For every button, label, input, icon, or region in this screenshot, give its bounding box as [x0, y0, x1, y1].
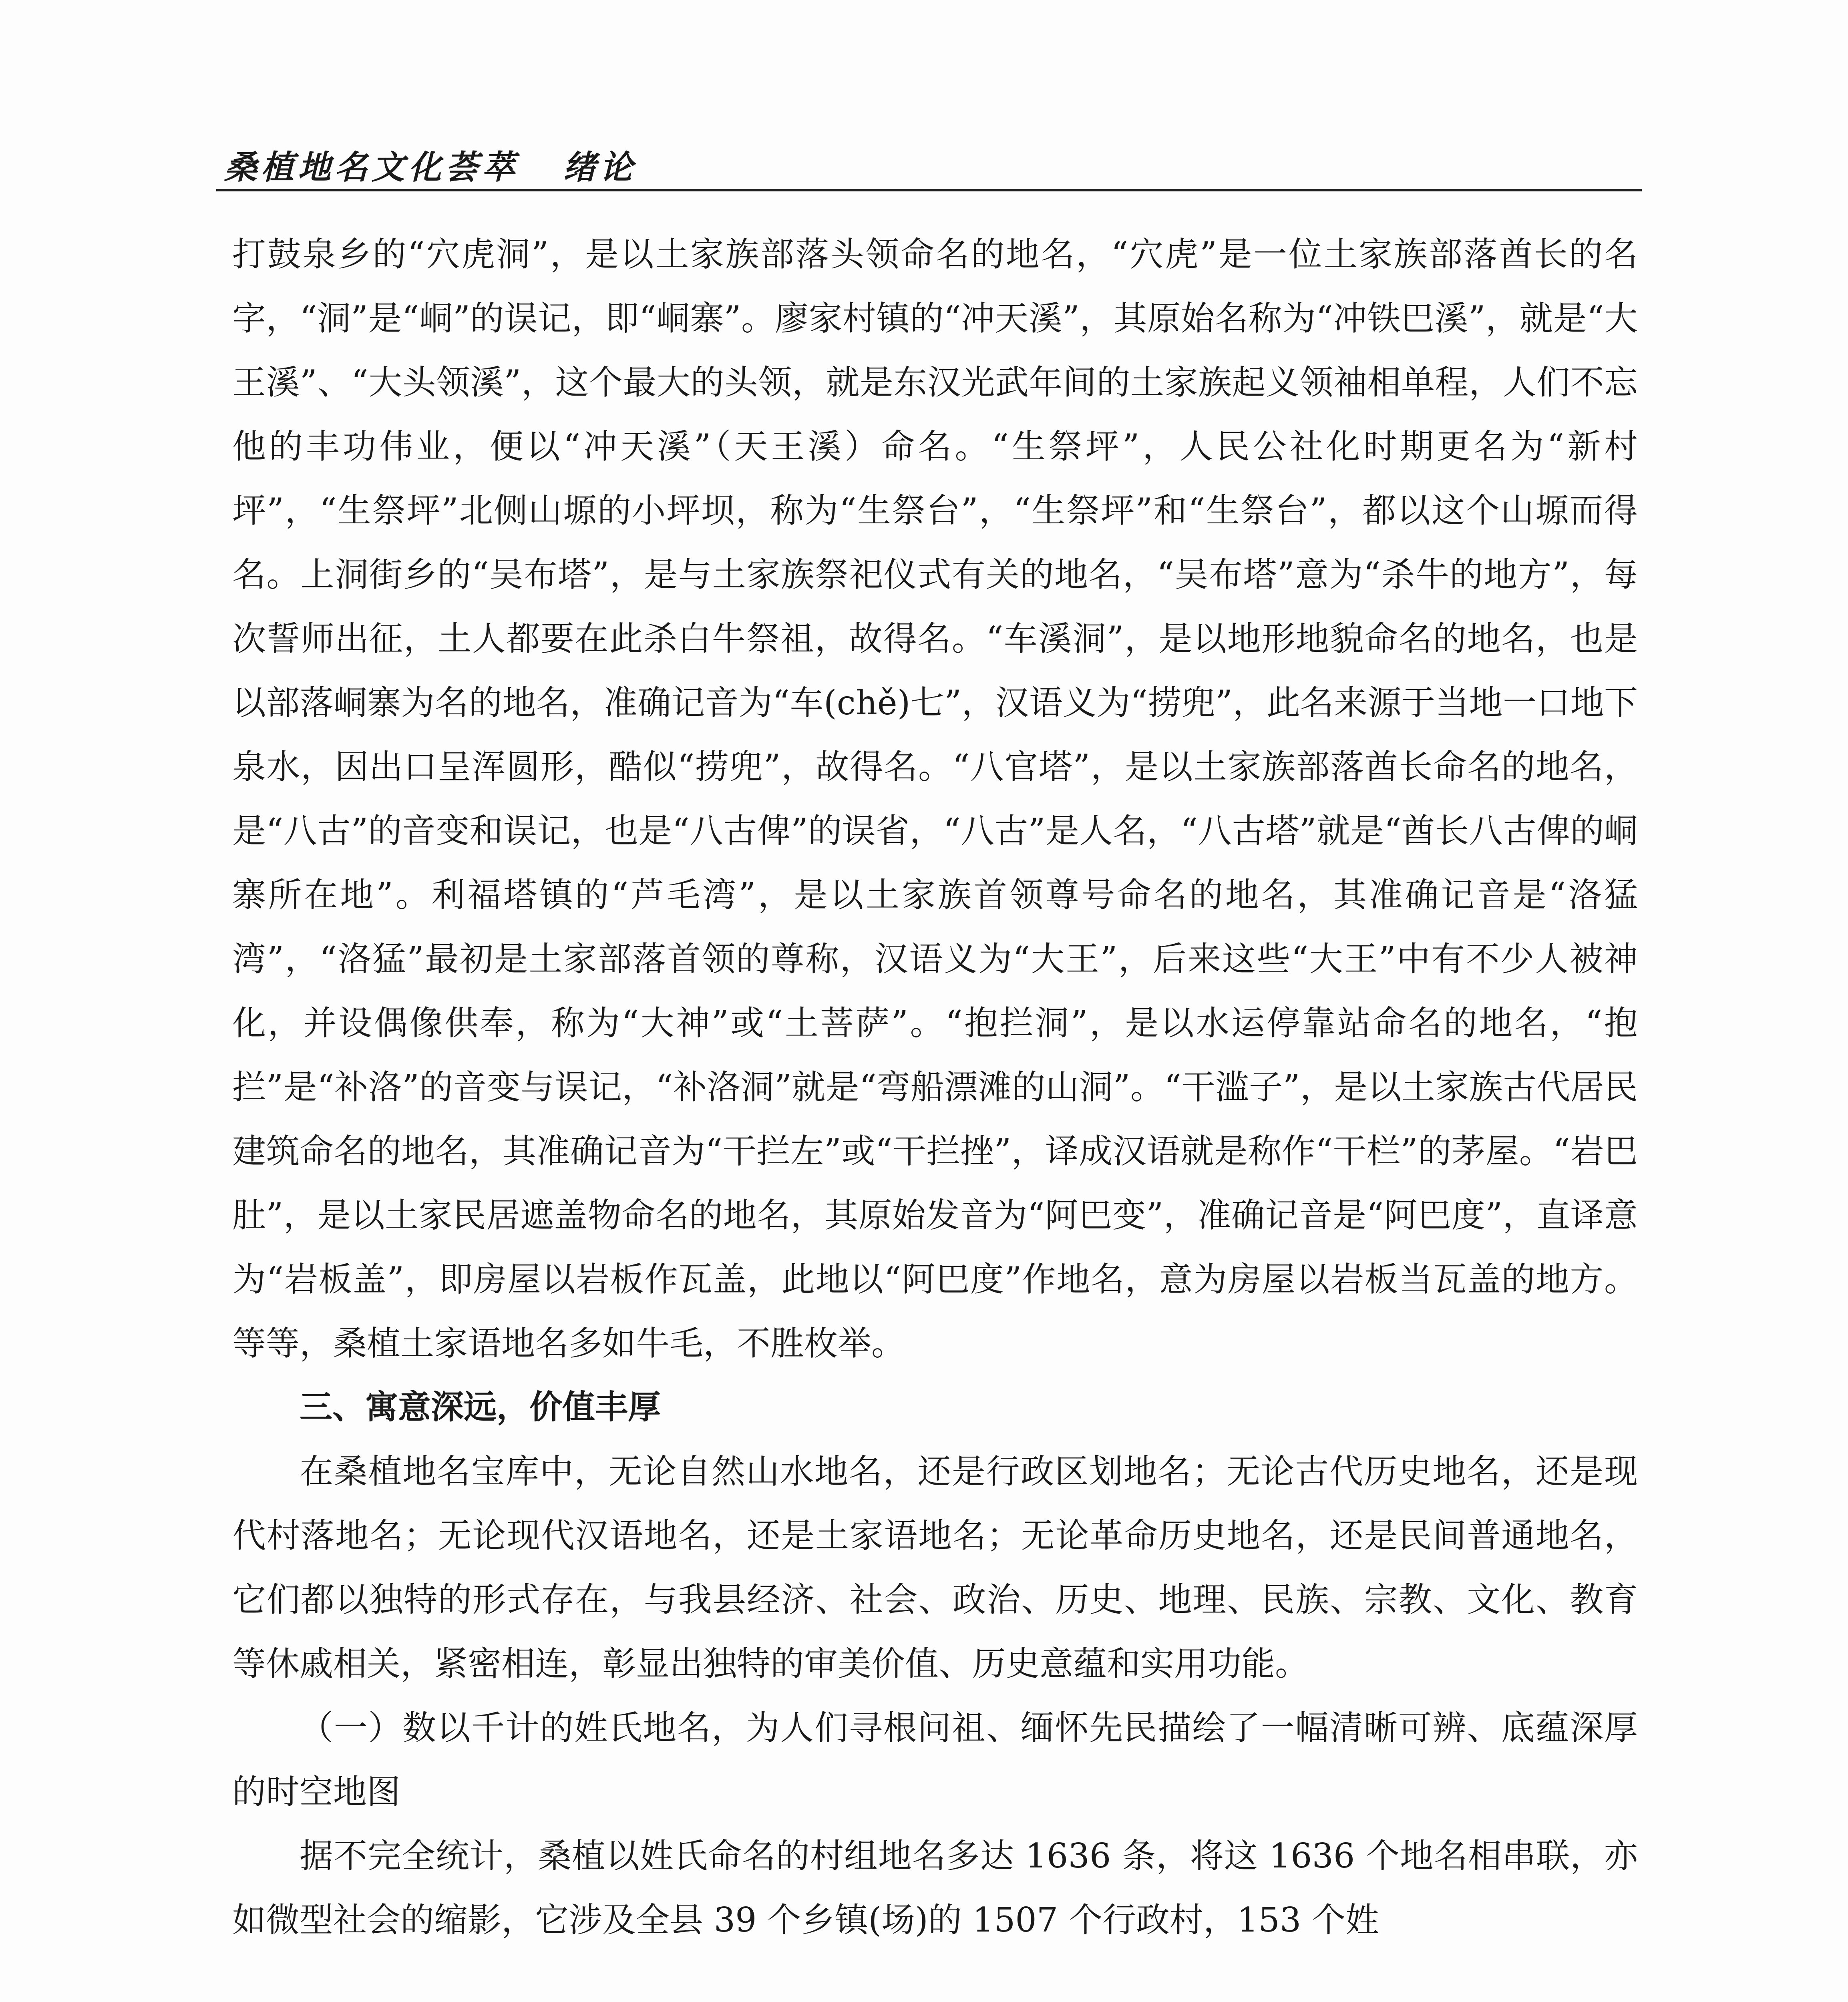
book-title: 桑植地名文化荟萃 — [224, 148, 519, 187]
body-text — [232, 222, 1638, 1952]
header-divider — [216, 189, 1642, 191]
section-title: 绪论 — [563, 148, 637, 187]
paragraph: 据不完全统计，桑植以姓氏命名的村组地名多达 1636 条，将这 1636 个地名相串联，亦如微型社会的缩影，它涉及全县 39 个乡镇(场)的 1507 个行政村，153 个姓 — [232, 1836, 1638, 1940]
section-heading: 三、寓意深远，价值丰厚 — [300, 1388, 661, 1426]
running-header — [224, 136, 637, 188]
paragraph: 在桑植地名宝库中，无论自然山水地名，还是行政区划地名；无论古代历史地名，还是现代村落地名；无论现代汉语地名，还是土家语地名；无论革命历史地名，还是民间普通地名，它们都以独特的形式存在，与我县经济、社会、政治、历史、地理、民族、宗教、文化、教育等休戚相关，紧密相连，彰显出独特的审美价值、历史意蕴和实用功能。 — [232, 1452, 1638, 1683]
subsection-heading: （一）数以千计的姓氏地名，为人们寻根问祖、缅怀先民描绘了一幅清晰可辨、底蕴深厚的时空地图 — [232, 1708, 1638, 1811]
paragraph: 打鼓泉乡的“穴虎洞”，是以土家族部落头领命名的地名，“穴虎”是一位土家族部落酋长的名字，“洞”是“峒”的误记，即“峒寨”。廖家村镇的“冲天溪”，其原始名称为“冲铁巴溪”，就是“大王溪”、“大头领溪”，这个最大的头领，就是东汉光武年间的土家族起义领袖相单程，人们不忘他的丰功伟业，便以“冲天溪”（天王溪）命名。“生祭坪”，人民公社化时期更名为“新村坪”，“生祭坪”北侧山塬的小坪坝，称为“生祭台”，“生祭坪”和“生祭台”，都以这个山塬而得名。上洞街乡的“吴布塔”，是与土家族祭祀仪式有关的地名，“吴布塔”意为“杀牛的地方”，每次誓师出征，土人都要在此杀白牛祭祖，故得名。“车溪洞”，是以地形地貌命名的地名，也是以部落峒寨为名的地名，准确记音为“车(chě)七”，汉语义为“捞兜”，此名来源于当地一口地下泉水，因出口呈浑圆形，酷似“捞兜”，故得名。“八官塔”，是以土家族部落酋长命名的地名，是“八古”的音变和误记，也是“八古俾”的误省，“八古”是人名，“八古塔”就是“酋长八古俾的峒寨所在地”。利福塔镇的“芦毛湾”，是以土家族首领尊号命名的地名，其准确记音是“洛猛湾”，“洛猛”最初是土家部落首领的尊称，汉语义为“大王”，后来这些“大王”中有不少人被神化，并设偶像供奉，称为“大神”或“土菩萨”。“抱拦洞”，是以水运停靠站命名的地名，“抱拦”是“补洛”的音变与误记，“补洛洞”就是“弯船漂滩的山洞”。“干滥子”，是以土家族古代居民建筑命名的地名，其准确记音为“干拦左”或“干拦挫”，译成汉语就是称作“干栏”的茅屋。“岩巴肚”，是以土家民居遮盖物命名的地名，其原始发音为“阿巴变”，准确记音是“阿巴度”，直译意为“岩板盖”，即房屋以岩板作瓦盖，此地以“阿巴度”作地名，意为房屋以岩板当瓦盖的地方。等等，桑植土家语地名多如牛毛，不胜枚举。 — [232, 235, 1638, 1363]
